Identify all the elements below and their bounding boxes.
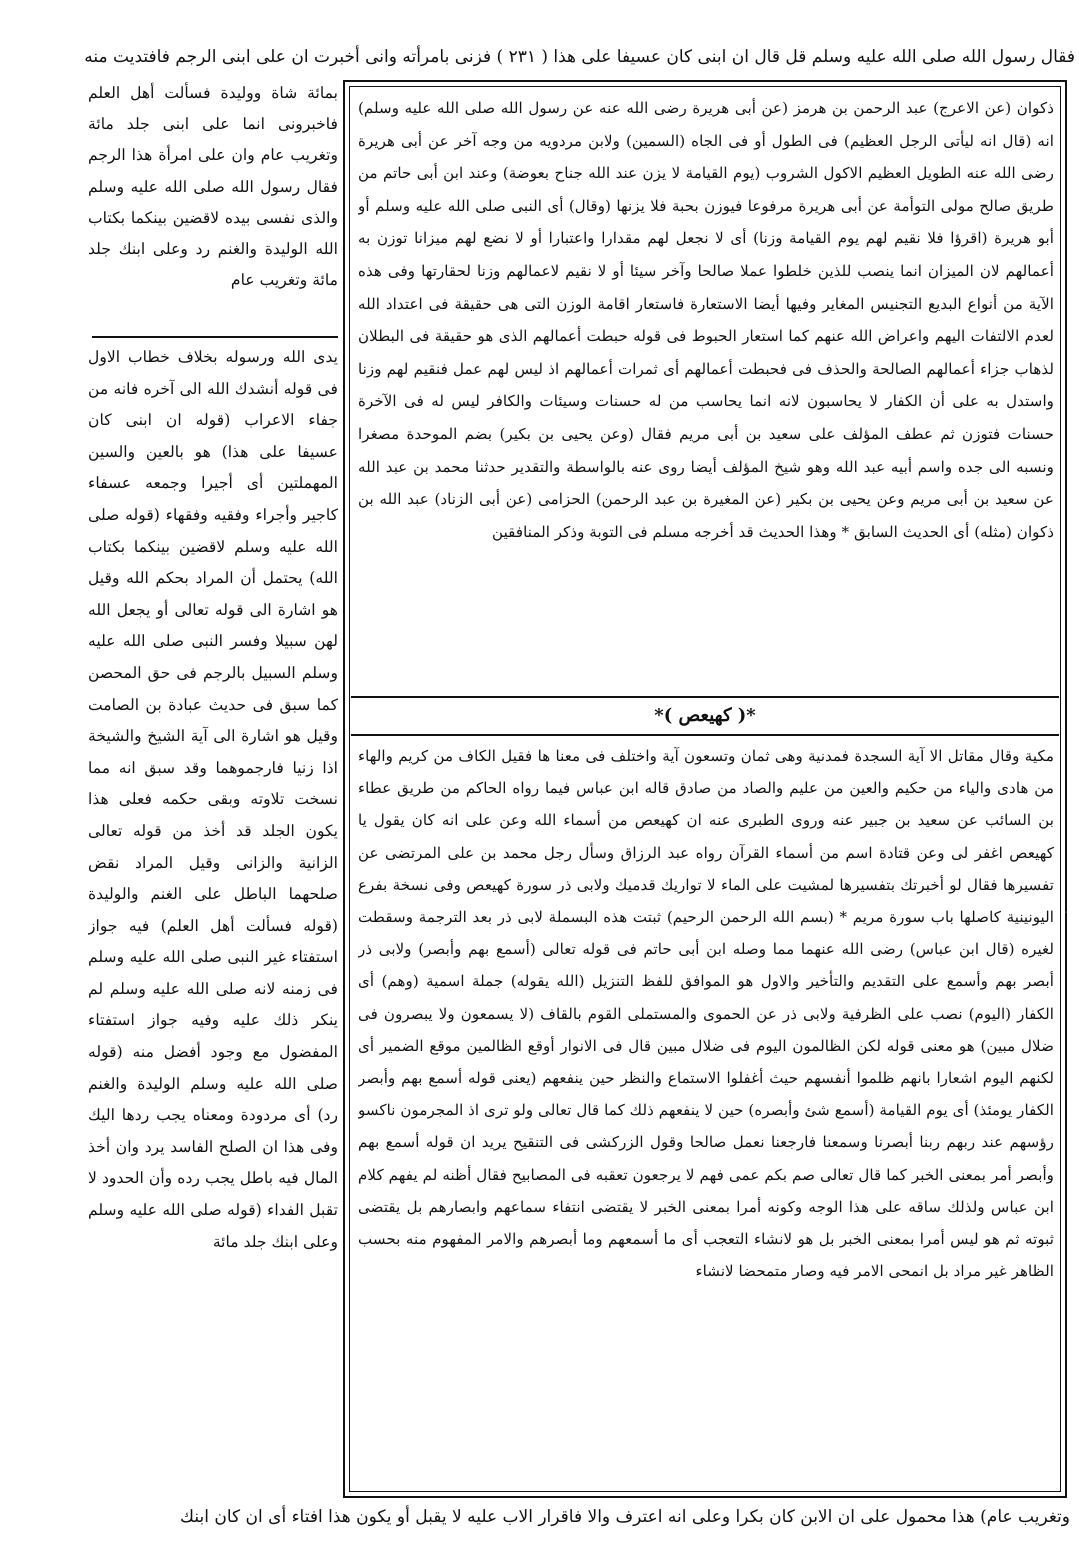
surah-title: *( كهيعص )* <box>351 696 1059 736</box>
side-column-divider <box>92 336 338 338</box>
page-header: فقال رسول الله صلى الله عليه وسلم قل قال ان ابنى كان عسيفا على هذا ( ٢٣١ ) فزنى بامرأته وانى أخبرت ان على ابنى الرجم فافتديت منه <box>84 47 1075 67</box>
side-column-commentary: يدى الله ورسوله بخلاف خطاب الاول فى قوله أنشدك الله الى آخره فانه من جفاء الاعراب (قوله ان ابنى كان عسيفا على هذا) هو بالعين والسين المهملتين أى أجيرا وجمعه عسفاء كاجير وأجراء وفقيه وفقهاء (قوله صلى الله عليه وسلم لاقضين بينكما بكتاب الله) يحتمل أن المراد بحكم الله وقيل هو اشارة الى قوله تعالى أو يجعل الله لهن سبيلا وفسر النبى صلى الله عليه وسلم السبيل بالرجم فى حق المحصن كما سبق فى حديث عبادة بن الصامت وقيل هو اشارة الى آية الشيخ والشيخة اذا زنيا فارجموهما وقد سبق انه مما نسخت تلاوته وبقى حكمه فعلى هذا يكون الجلد قد أخذ من قوله تعالى الزانية والزانى وقيل المراد نقض صلحهما الباطل على الغنم والوليدة (قوله فسألت أهل العلم) فيه جواز استفتاء غير النبى صلى الله عليه وسلم فى زمنه لانه صلى الله عليه وسلم لم ينكر ذلك عليه وفيه جواز استفتاء المفضول مع وجود أفضل منه (قوله صلى الله عليه وسلم الوليدة والغنم رد) أى مردودة ومعناه يجب ردها اليك وفى هذا ان الصلح الفاسد يرد وان أخذ المال فيه باطل يجب رده وأن الحدود لا تقبل الفداء (قوله صلى الله عليه وسلم وعلى ابنك جلد مائة <box>88 348 338 1251</box>
main-paragraph-2: مكية وقال مقاتل الا آية السجدة فمدنية وهى ثمان وتسعون آية واختلف فى معنا ها فقيل الكاف من كريم والهاء من هادى والياء من حكيم والعين من عليم والصاد من صادق قاله ابن عباس فيما رواه الحاكم من طريق عطاء بن السائب عن سعيد بن جبير عنه وروى الطبرى عنه ان كهيعص من أسماء الله وعن على انه كان يقول يا كهيعص اغفر لى وعن قتادة اسم من أسماء القرآن رواه عبد الرزاق وسأل رجل محمد بن على المرتضى عن تفسيرها فقال لو أخبرتك بتفسيرها لمشيت على الماء لا تواريك قدميك ولابى ذر سورة كهيعص وفى نسخة بفرع اليونينية كاصلها باب سورة مريم * (بسم الله الرحمن الرحيم) ثبتت هذه البسملة لابى ذر بعد الترجمة وسقطت لغيره (قال ابن عباس) رضى الله عنهما مما وصله ابن أبى حاتم فى قوله تعالى (أسمع بهم وأبصر) ولابى ذر أبصر بهم وأسمع على التقديم والتأخير والاول هو الموافق للفظ التنزيل (الله يقوله) جملة اسمية (وهم) أى الكفار (اليوم) نصب على الظرفية ولابى ذر عن الحموى والمستملى القوم بالقاف (لا يسمعون ولا يبصرون فى ضلال مبين) هو معنى قوله لكن الظالمون اليوم فى ضلال مبين قال فى الانوار أوقع الظالمين موقع الضمير أى لكنهم اليوم اشعارا بانهم ظلموا أنفسهم حيث أغفلوا الاستماع والنظر حين ينفعهم (يعنى قوله أسمع بهم وأبصر الكفار يومئذ) أى يوم القيامة (أسمع شئ وأبصره) حين لا ينفعهم ذلك كما قال تعالى ولو ترى اذ المجرمون ناكسو رؤسهم عند ربهم ربنا أبصرنا وسمعنا فارجعنا نعمل صالحا وقول الزركشى فى التنقيح يريد ان قوله أسمع بهم وأبصر أمر بمعنى الخبر كما قال تعالى صم بكم عمى فهم لا يرجعون تعقبه فى المصابيح فقال أظنه لم يفهم كلام ابن عباس ولذلك ساقه على هذا الوجه وكونه أمرا بمعنى الخبر لا يقتضى انتفاء سماعهم وابصارهم بل يقتضى ثبوته ثم هو ليس أمرا بمعنى الخبر بل هو لانشاء التعجب أى ما أسمعهم وما أبصرهم والامر المفهوم منه بحسب الظاهر غير مراد بل انمحى الامر فيه وصار متمحضا لانشاء <box>358 747 1054 1281</box>
main-paragraph-1: ذكوان (عن الاعرج) عبد الرحمن بن هرمز (عن أبى هريرة رضى الله عنه عن رسول الله صلى الله عليه وسلم) انه (قال انه ليأتى الرجل العظيم) فى الطول أو فى الجاه (السمين) ولابن مردويه من وجه آخر عن أبى هريرة رضى الله عنه الطويل العظيم الاكول الشروب (يوم القيامة لا يزن عند الله جناح بعوضة) وعند ابن أبى حاتم من طريق صالح مولى التوأمة عن أبى هريرة مرفوعا فيوزن بحبة فلا يزنها (وقال) أى النبى صلى الله عليه وسلم أو أبو هريرة (اقرؤا فلا نقيم لهم يوم القيامة وزنا) أى لا نجعل لهم مقدارا واعتبارا أو لا نضع لهم ميزانا توزن به أعمالهم لان الميزان انما ينصب للذين خلطوا عملا صالحا وآخر سيئا أو لا نقيم لاعمالهم وزنا لحقارتها وفى هذه الآية من أنواع البديع التجنيس المغاير وفيها أيضا الاستعارة فاستعار اقامة الوزن التى هى حقيقة فى اعتداد الله لعدم الالتفات اليهم واعراض الله عنهم كما استعار الحبوط فى قوله حبطت أعمالهم الذى هو حقيقة فى البطلان لذهاب جزاء أعمالهم الصالحة والحذف فى فحبطت أعمالهم أى ثمرات أعمالهم اذ ليس لهم عمل فنقيم لهم وزنا واستدل به على أن الكفار لا يحاسبون لانه انما يحاسب من له حسنات وسيئات والكافر ليس له فى الآخرة حسنات فتوزن ثم عطف المؤلف على سعيد بن أبى مريم فقال (وعن يحيى بن بكير) بضم الموحدة مصغرا ونسبه الى جده واسم أبيه عبد الله وهو شيخ المؤلف أيضا روى عنه بالواسطة والتقدير حدثنا محمد بن عبد الله عن سعيد بن أبى مريم وعن يحيى بن بكير (عن المغيرة بن عبد الرحمن) الحزامى (عن أبى الزناد) عبد الله بن ذكوان (مثله) أى الحديث السابق * وهذا الحديث قد أخرجه مسلم فى التوبة وذكر المنافقين <box>358 99 1054 541</box>
margin-mark: · <box>1064 905 1069 921</box>
page-footer: وتغريب عام) هذا محمول على ان الابن كان بكرا وعلى انه اعترف والا فاقرار الاب عليه لا يقبل أو يكون هذا افتاء أى ان كان ابنك <box>180 1507 1070 1527</box>
side-column-top-text: بمائة شاة ووليدة فسألت أهل العلم فاخبرونى انما على ابنى جلد مائة وتغريب عام وان على امرأة هذا الرجم فقال رسول الله صلى الله عليه وسلم والذى نفسى بيده لاقضين بينكما بكتاب الله الوليدة والغنم رد وعلى ابنك جلد مائة وتغريب عام <box>88 84 338 290</box>
main-column-section-1 <box>358 92 1054 698</box>
